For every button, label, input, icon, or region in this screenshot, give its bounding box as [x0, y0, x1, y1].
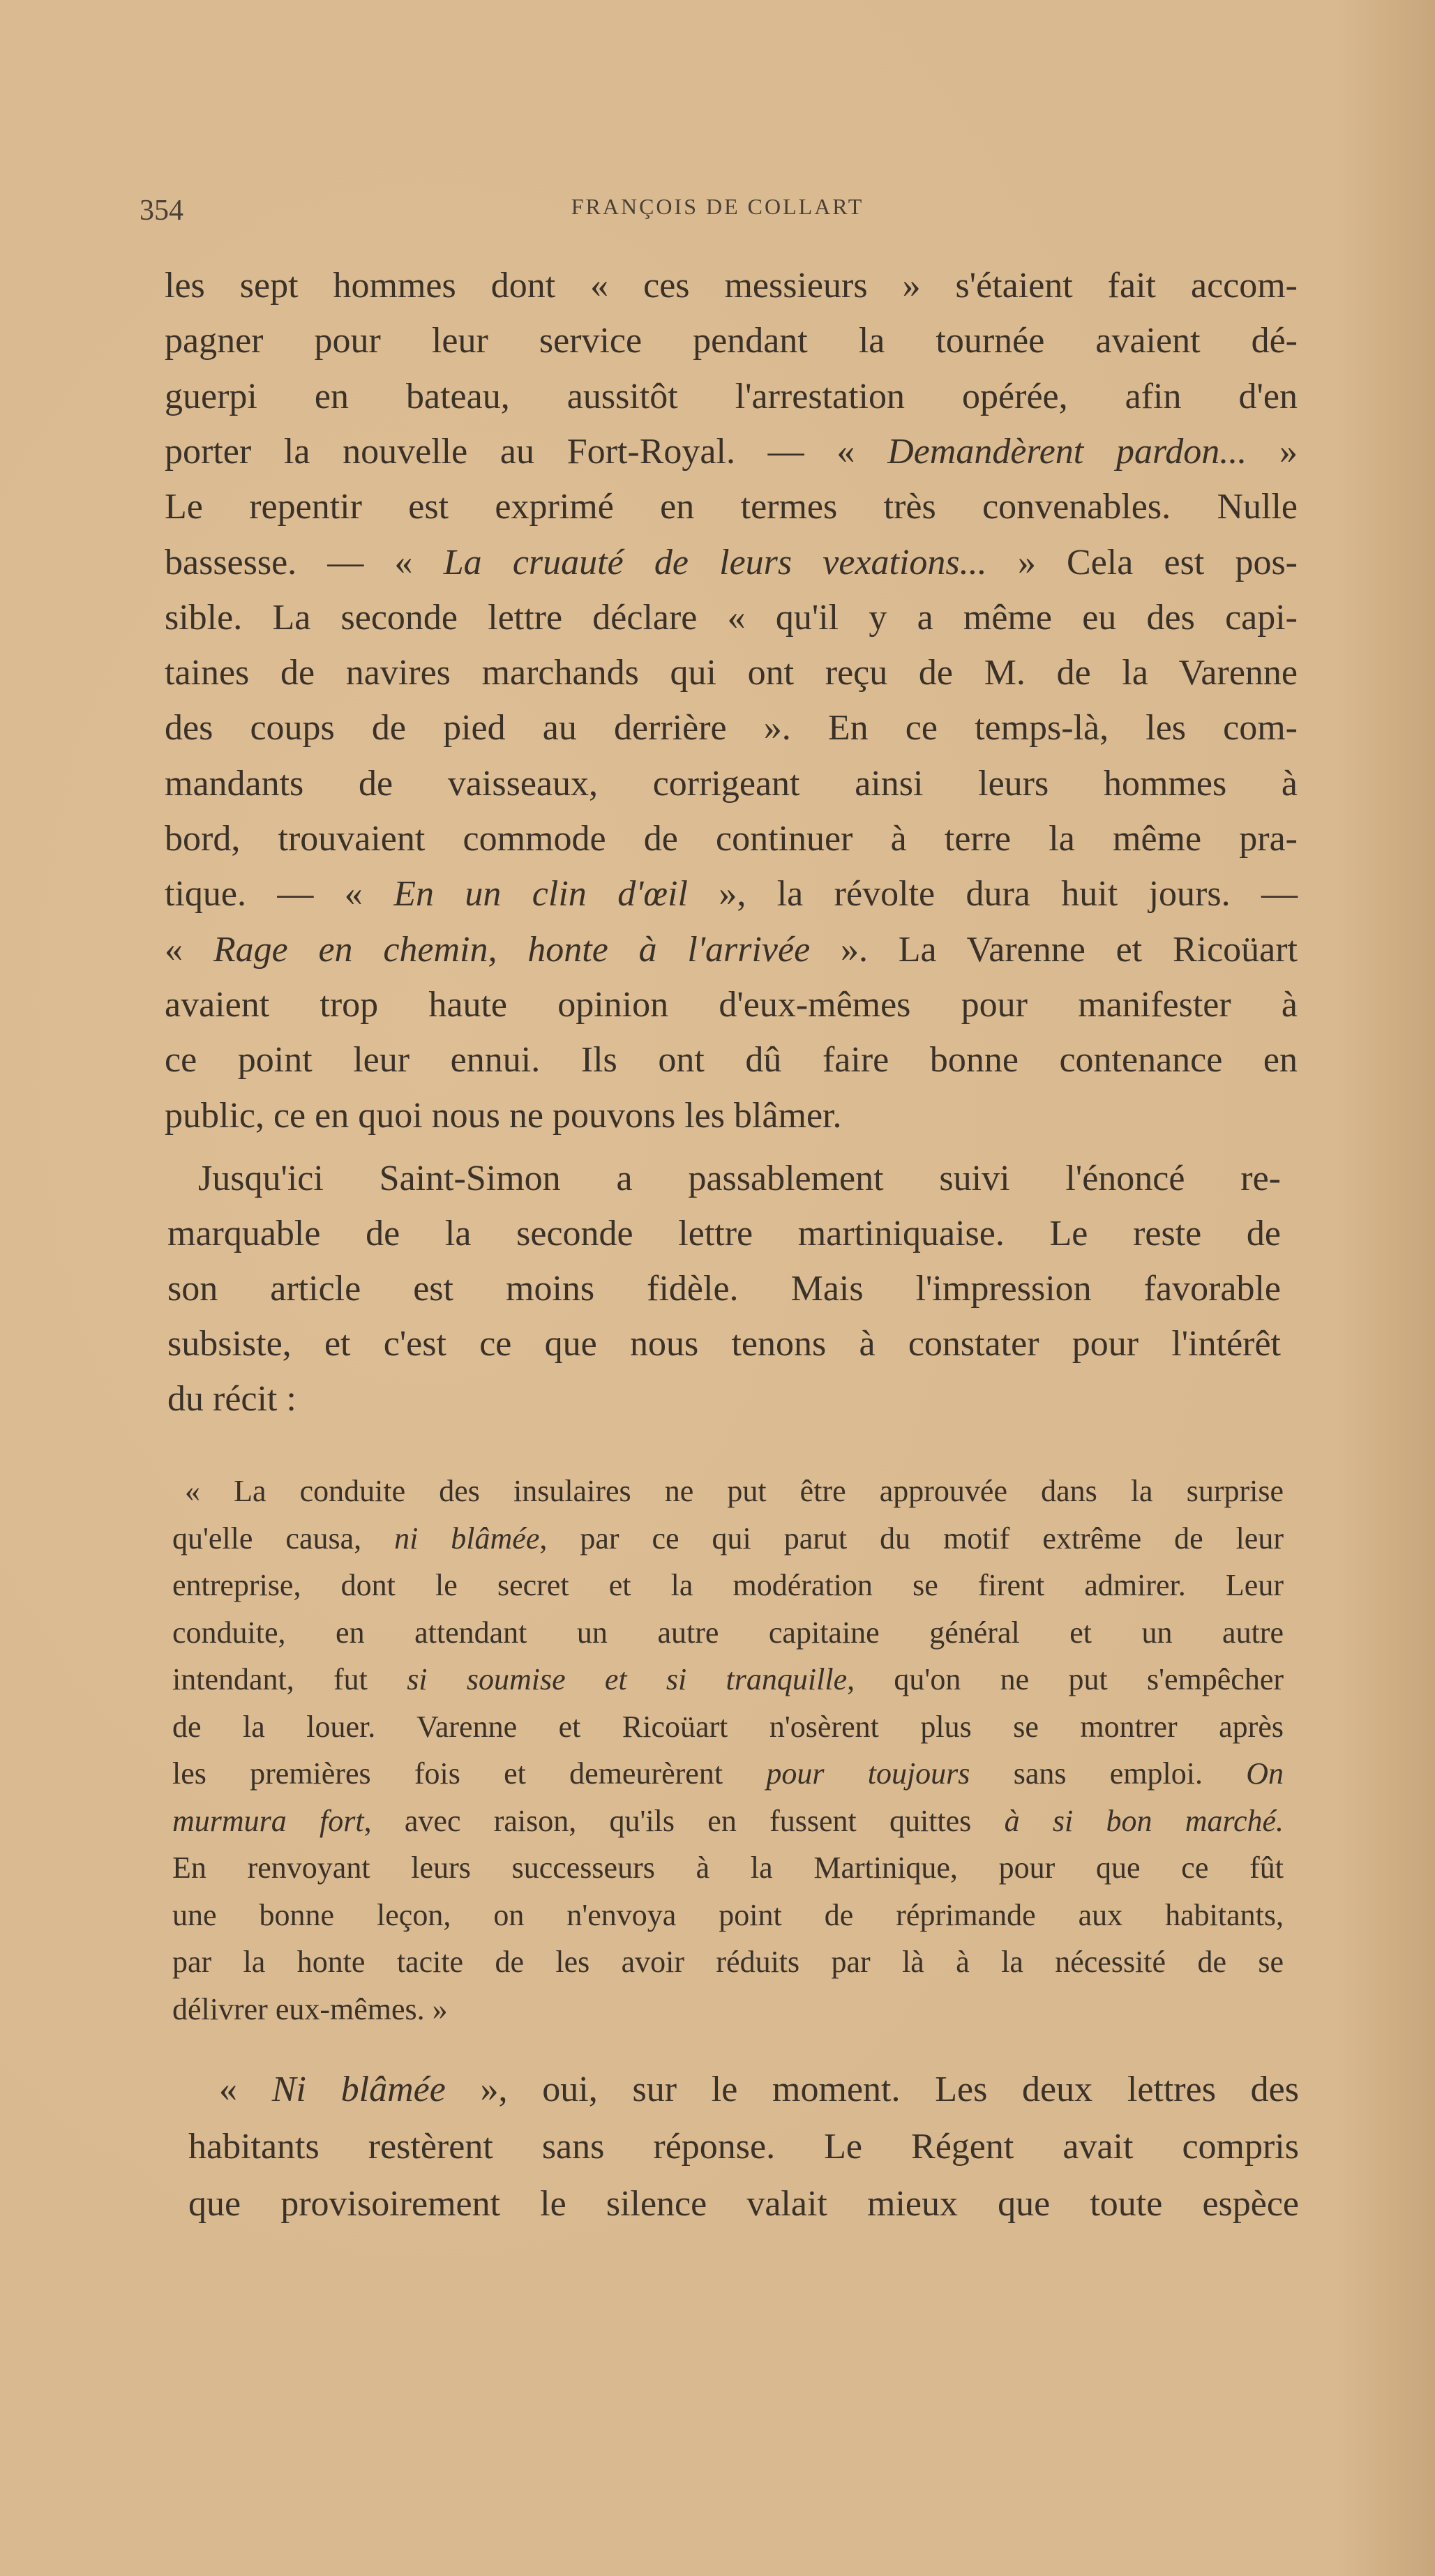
- text-span: avaient trop haute opinion d'eux-mêmes pour manifester à: [165, 984, 1298, 1025]
- page-number: 354: [140, 195, 183, 227]
- italic-text: à si bon marché.: [1004, 1803, 1284, 1838]
- text-line: [172, 1567, 1284, 1607]
- text-line: [185, 1473, 1284, 1513]
- text-span: «: [219, 2070, 272, 2109]
- text-line: [165, 984, 1298, 1032]
- text-line: [167, 1323, 1281, 1371]
- text-span: porter la nouvelle au Fort-Royal. — «: [165, 431, 888, 472]
- text-line: [165, 486, 1298, 534]
- text-span: de la louer. Varenne et Ricoüart n'osèrent plus se montrer après: [172, 1709, 1284, 1744]
- text-line: [172, 1662, 1284, 1701]
- text-span: par la honte tacite de les avoir réduits par là à la nécessité de se: [172, 1945, 1284, 1979]
- text-span: intendant, fut: [172, 1662, 407, 1696]
- text-span: ». La Varenne et Ricoüart: [810, 929, 1298, 970]
- text-span: », oui, sur le moment. Les deux lettres des: [445, 2070, 1300, 2109]
- text-span: sans emploi.: [970, 1756, 1247, 1791]
- text-span: conduite, en attendant un autre capitaine général et un autre: [172, 1615, 1284, 1650]
- text-span: taines de navires marchands qui ont reçu de M. de la Varenne: [165, 653, 1298, 693]
- text-span: Jusqu'ici Saint-Simon a passablement suivi l'énoncé re-: [198, 1159, 1281, 1198]
- text-span: , avec raison, qu'ils en fussent quittes: [363, 1803, 1005, 1838]
- text-line: [198, 1158, 1281, 1205]
- italic-text: On: [1246, 1756, 1284, 1791]
- italic-text: murmura fort: [172, 1803, 364, 1838]
- text-span: Le repentir est exprimé en termes très convenables. Nulle: [165, 487, 1298, 527]
- text-span: pagner pour leur service pendant la tournée avaient dé-: [165, 321, 1298, 361]
- italic-text: La cruauté de leurs vexations...: [443, 542, 987, 582]
- text-span: des coups de pied au derrière ». En ce temps-là, les com-: [165, 708, 1298, 748]
- text-span: qu'elle causa,: [172, 1521, 395, 1556]
- text-span: marquable de la seconde lettre martiniquaise. Le reste de: [167, 1214, 1281, 1253]
- text-line: [172, 1991, 1284, 2031]
- text-line: [165, 1039, 1298, 1087]
- text-span: « La conduite des insulaires ne put être approuvée dans la surprise: [185, 1474, 1284, 1508]
- text-span: ce point leur ennui. Ils ont dû faire bonne contenance en: [165, 1040, 1298, 1080]
- text-line: [188, 2183, 1299, 2231]
- text-line: [165, 763, 1298, 811]
- text-span: entreprise, dont le secret et la modération se firent admirer. Leur: [172, 1568, 1284, 1602]
- text-line: [165, 431, 1298, 479]
- text-span: tique. — «: [165, 874, 394, 914]
- text-line: [165, 320, 1298, 368]
- text-span: sible. La seconde lettre déclare « qu'il y a même eu des capi-: [165, 597, 1298, 638]
- text-span: En renvoyant leurs successeurs à la Martinique, pour que ce fût: [172, 1851, 1284, 1885]
- text-span: , par ce qui parut du motif extrême de leur: [539, 1521, 1284, 1556]
- text-line: [167, 1378, 1281, 1426]
- text-line: [219, 2069, 1299, 2116]
- italic-text: Rage en chemin, honte à l'arrivée: [213, 929, 811, 970]
- text-span: les premières fois et demeurèrent: [172, 1756, 767, 1791]
- text-span: , qu'on ne put s'empêcher: [847, 1662, 1284, 1696]
- text-span: son article est moins fidèle. Mais l'impression favorable: [167, 1269, 1281, 1309]
- text-line: [167, 1268, 1281, 1316]
- text-span: »: [1247, 431, 1298, 472]
- text-line: [165, 707, 1298, 755]
- text-line: [172, 1615, 1284, 1655]
- italic-text: pour toujours: [766, 1756, 970, 1791]
- italic-text: Ni blâmée: [271, 2070, 446, 2109]
- text-line: [172, 1756, 1284, 1795]
- text-line: [165, 929, 1298, 977]
- text-line: [165, 265, 1298, 312]
- text-span: délivrer eux-mêmes. »: [172, 1991, 448, 2026]
- italic-text: ni blâmée: [394, 1521, 540, 1556]
- text-span: une bonne leçon, on n'envoya point de réprimande aux habitants,: [172, 1897, 1284, 1932]
- text-span: public, ce en quoi nous ne pouvons les blâmer.: [165, 1095, 842, 1136]
- text-line: [165, 542, 1298, 589]
- text-line: [172, 1521, 1284, 1560]
- italic-text: En un clin d'œil: [393, 874, 688, 914]
- text-line: [172, 1709, 1284, 1749]
- text-line: [172, 1944, 1284, 1984]
- text-line: [165, 1095, 1298, 1143]
- text-line: [165, 597, 1298, 645]
- text-line: [167, 1213, 1281, 1260]
- text-span: subsiste, et c'est ce que nous tenons à constater pour l'intérêt: [167, 1324, 1281, 1364]
- text-line: [165, 652, 1298, 700]
- text-span: bassesse. — «: [165, 542, 444, 582]
- text-span: habitants restèrent sans réponse. Le Régent avait compris: [188, 2127, 1299, 2167]
- text-line: [172, 1850, 1284, 1890]
- text-line: [172, 1803, 1284, 1843]
- text-line: [172, 1897, 1284, 1937]
- text-span: » Cela est pos-: [986, 542, 1298, 582]
- text-span: bord, trouvaient commode de continuer à terre la même pra-: [165, 819, 1298, 859]
- text-span: «: [165, 929, 213, 970]
- running-head: FRANÇOIS DE COLLART: [571, 194, 864, 219]
- text-span: guerpi en bateau, aussitôt l'arrestation opérée, afin d'en: [165, 376, 1298, 416]
- text-line: [188, 2126, 1299, 2174]
- text-line: [165, 818, 1298, 866]
- text-span: que provisoirement le silence valait mieux que toute espèce: [188, 2184, 1299, 2224]
- text-span: du récit :: [167, 1379, 296, 1419]
- italic-text: si soumise et si tranquille: [407, 1662, 848, 1696]
- text-line: [165, 873, 1298, 921]
- text-span: mandants de vaisseaux, corrigeant ainsi leurs hommes à: [165, 763, 1298, 804]
- text-span: les sept hommes dont « ces messieurs » s'étaient fait accom-: [165, 266, 1298, 306]
- italic-text: Demandèrent pardon...: [887, 431, 1247, 472]
- text-line: [165, 376, 1298, 423]
- text-span: », la révolte dura huit jours. —: [687, 874, 1298, 914]
